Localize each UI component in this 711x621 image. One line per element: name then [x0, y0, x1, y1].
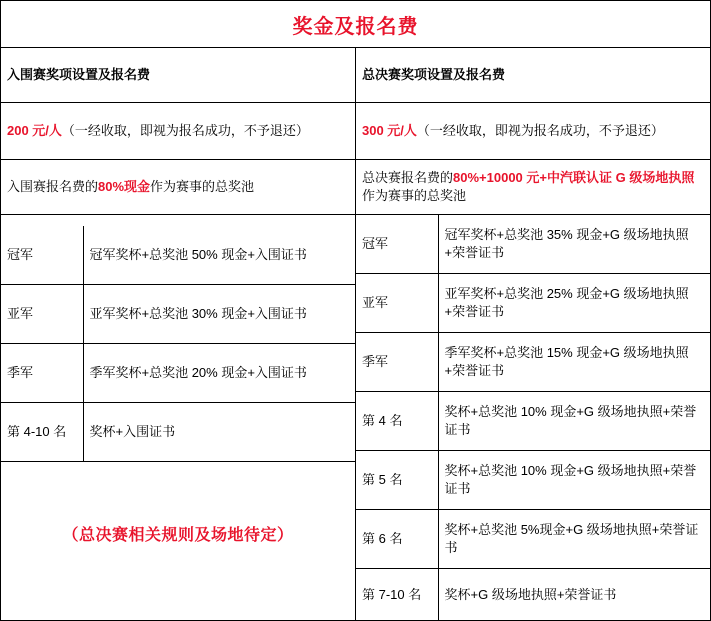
- left-fee-amount: 200 元/人: [7, 123, 62, 139]
- rank-label: 第 4 名: [356, 392, 438, 451]
- table-row: [356, 510, 710, 569]
- rank-label: 第 5 名: [356, 451, 438, 510]
- right-pool-cell: [356, 160, 711, 215]
- table-row: [356, 274, 710, 333]
- rank-label: 季军: [1, 344, 83, 403]
- table-row: [356, 451, 710, 510]
- right-pool-prefix: 总决赛报名费的: [362, 170, 454, 186]
- right-fee-cell: [356, 103, 711, 160]
- table-row-pool: [1, 160, 711, 215]
- left-rank-table: [1, 226, 355, 609]
- right-body-cell: [356, 215, 711, 621]
- table-row: [1, 344, 355, 403]
- table-row: [356, 569, 710, 621]
- left-body-cell: [1, 215, 356, 621]
- left-pool-prefix: 入围赛报名费的: [7, 179, 99, 195]
- prize-description: 奖杯+总奖池 10% 现金+G 级场地执照+荣誉证书: [438, 392, 710, 451]
- table-row: [1, 226, 355, 285]
- table-row: [356, 333, 710, 392]
- left-fee-cell: [1, 103, 356, 160]
- rank-label: 亚军: [356, 274, 438, 333]
- table-row-note: [1, 462, 355, 610]
- table-row-headers: [1, 48, 711, 103]
- left-fee-note: （一经收取，即视为报名成功，不予退还）: [61, 123, 309, 139]
- prize-description: 冠军奖杯+总奖池 50% 现金+入围证书: [83, 226, 355, 285]
- final-note-cell: [1, 462, 355, 610]
- rank-label: 冠军: [1, 226, 83, 285]
- right-pool-suffix: 作为赛事的总奖池: [362, 188, 467, 203]
- prize-description: 冠军奖杯+总奖池 35% 现金+G 级场地执照+荣誉证书: [438, 215, 710, 274]
- left-pool-cell: [1, 160, 356, 215]
- prize-description: 奖杯+G 级场地执照+荣誉证书: [438, 569, 710, 621]
- prize-description: 季军奖杯+总奖池 20% 现金+入围证书: [83, 344, 355, 403]
- right-column-header: 总决赛奖项设置及报名费: [356, 48, 711, 103]
- rank-label: 季军: [356, 333, 438, 392]
- table-row-fee: [1, 103, 711, 160]
- right-rank-table: [356, 215, 710, 620]
- prize-description: 季军奖杯+总奖池 15% 现金+G 级场地执照+荣誉证书: [438, 333, 710, 392]
- prize-description: 奖杯+入围证书: [83, 403, 355, 462]
- prize-description: 亚军奖杯+总奖池 30% 现金+入围证书: [83, 285, 355, 344]
- table-row: [356, 215, 710, 274]
- prize-description: 奖杯+总奖池 10% 现金+G 级场地执照+荣誉证书: [438, 451, 710, 510]
- rank-label: 亚军: [1, 285, 83, 344]
- left-column-header: 入围赛奖项设置及报名费: [1, 48, 356, 103]
- left-pool-highlight: 80%现金: [98, 179, 151, 195]
- table-row-body: [1, 215, 711, 621]
- table-row: [1, 403, 355, 462]
- rank-label: 第 7-10 名: [356, 569, 438, 621]
- prize-description: 亚军奖杯+总奖池 25% 现金+G 级场地执照+荣誉证书: [438, 274, 710, 333]
- final-note-text: （总决赛相关规则及场地待定）: [62, 526, 294, 544]
- right-fee-amount: 300 元/人: [362, 123, 417, 139]
- rank-label: 第 4-10 名: [1, 403, 83, 462]
- left-pool-suffix: 作为赛事的总奖池: [150, 179, 255, 195]
- right-fee-note: （一经收取，即视为报名成功，不予退还）: [416, 123, 664, 139]
- rank-label: 冠军: [356, 215, 438, 274]
- table-row: [1, 285, 355, 344]
- prize-table: [0, 47, 711, 621]
- table-row: [356, 392, 710, 451]
- right-pool-highlight: 80%+10000 元+中汽联认证 G 级场地执照: [453, 170, 695, 186]
- prize-description: 奖杯+总奖池 5%现金+G 级场地执照+荣誉证书: [438, 510, 710, 569]
- document-title-bar: [0, 0, 711, 47]
- rank-label: 第 6 名: [356, 510, 438, 569]
- page-title: 奖金及报名费: [292, 15, 419, 38]
